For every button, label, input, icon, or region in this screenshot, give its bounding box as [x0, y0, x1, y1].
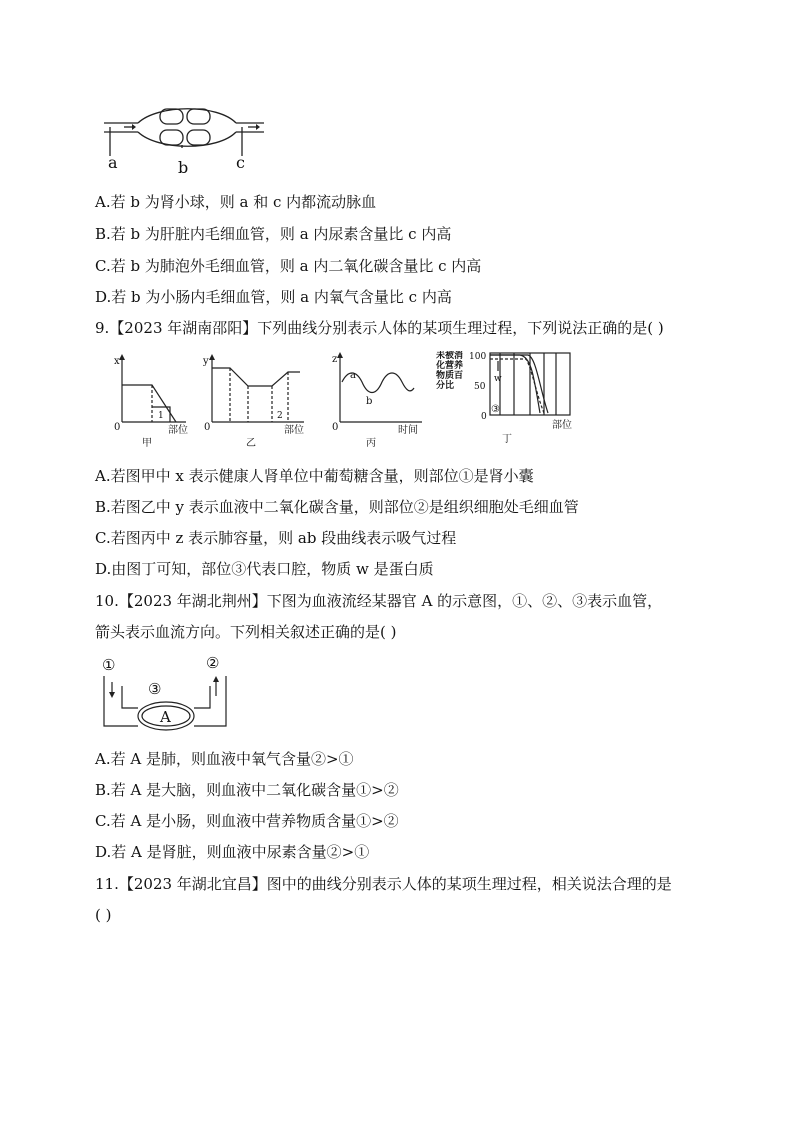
- q9-graph-jia: [112, 352, 192, 450]
- q9-option-a[interactable]: A.若图甲中 x 表示健康人肾单位中葡萄糖含量，则部位①是肾小囊: [95, 467, 534, 485]
- jia-caption: 甲: [142, 438, 152, 449]
- jia-xlabel: 部位: [168, 425, 188, 436]
- jia-ylabel: x: [114, 356, 120, 367]
- q9-option-c[interactable]: C.若图丙中 z 表示肺容量，则 ab 段曲线表示吸气过程: [95, 529, 457, 547]
- ding-tick-100: 100: [469, 352, 487, 362]
- ding-tick-50: 50: [474, 382, 486, 392]
- q10-option-b[interactable]: B.若 A 是大脑，则血液中二氧化碳含量①>②: [95, 781, 399, 799]
- q11-stem-line2: ( ): [95, 906, 112, 924]
- ding-curve-w: w: [494, 374, 502, 384]
- q9-graph-bing: [330, 352, 430, 450]
- q8-option-c[interactable]: C.若 b 为肺泡外毛细血管，则 a 内二氧化碳含量比 c 内高: [95, 257, 482, 275]
- yi-ylabel: y: [203, 356, 209, 367]
- organ-a: A: [160, 708, 171, 726]
- yi-marker: 2: [277, 411, 283, 421]
- vessel-3: ③: [148, 680, 162, 698]
- ding-ylabel: 未被消化营养物质百分比: [436, 351, 464, 391]
- yi-origin: 0: [204, 422, 211, 433]
- bing-point-a: a: [350, 370, 356, 381]
- organ-blood-flow-diagram: [98, 652, 238, 732]
- q9-option-b[interactable]: B.若图乙中 y 表示血液中二氧化碳含量，则部位②是组织细胞处毛细血管: [95, 498, 579, 516]
- vessel-2: ②: [206, 654, 220, 672]
- jia-marker: 1: [158, 411, 164, 421]
- bing-caption: 丙: [366, 438, 376, 449]
- bing-xlabel: 时间: [398, 425, 418, 436]
- q9-graph-yi: [200, 352, 310, 450]
- q10-option-c[interactable]: C.若 A 是小肠，则血液中营养物质含量①>②: [95, 812, 399, 830]
- q9-stem: 9.【2023 年湖南邵阳】下列曲线分别表示人体的某项生理过程，下列说法正确的是( ): [95, 319, 664, 337]
- yi-xlabel: 部位: [284, 425, 304, 436]
- bing-ylabel: z: [332, 354, 338, 365]
- jia-origin: 0: [114, 422, 121, 433]
- label-a: a: [108, 153, 118, 172]
- capillary-figure: [98, 96, 268, 176]
- label-c: c: [236, 153, 245, 172]
- label-b: b: [178, 158, 189, 176]
- q10-stem-line1: 10.【2023 年湖北荆州】下图为血液流经某器官 A 的示意图，①、②、③表示血管，: [95, 592, 663, 610]
- ding-caption: 丁: [502, 434, 512, 445]
- bing-point-b: b: [366, 396, 373, 407]
- q10-option-d[interactable]: D.若 A 是肾脏，则血液中尿素含量②>①: [95, 843, 370, 861]
- q10-stem-line2: 箭头表示血流方向。下列相关叙述正确的是( ): [95, 623, 397, 641]
- vessel-1: ①: [102, 656, 116, 674]
- q8-option-b[interactable]: B.若 b 为肝脏内毛细血管，则 a 内尿素含量比 c 内高: [95, 225, 452, 243]
- q8-option-d[interactable]: D.若 b 为小肠内毛细血管，则 a 内氧气含量比 c 内高: [95, 288, 452, 306]
- yi-caption: 乙: [246, 438, 256, 449]
- ding-marker: ③: [491, 404, 500, 415]
- ding-xlabel: 部位: [552, 420, 572, 431]
- ding-tick-0: 0: [481, 412, 487, 422]
- q9-option-d[interactable]: D.由图丁可知，部位③代表口腔，物质 w 是蛋白质: [95, 560, 434, 578]
- q8-option-a[interactable]: A.若 b 为肾小球，则 a 和 c 内都流动脉血: [95, 193, 377, 211]
- bing-origin: 0: [332, 422, 339, 433]
- q10-option-a[interactable]: A.若 A 是肺，则血液中氧气含量②>①: [95, 750, 354, 768]
- q11-stem-line1: 11.【2023 年湖北宜昌】图中的曲线分别表示人体的某项生理过程，相关说法合理的是: [95, 875, 672, 893]
- q9-graph-ding: [436, 349, 586, 449]
